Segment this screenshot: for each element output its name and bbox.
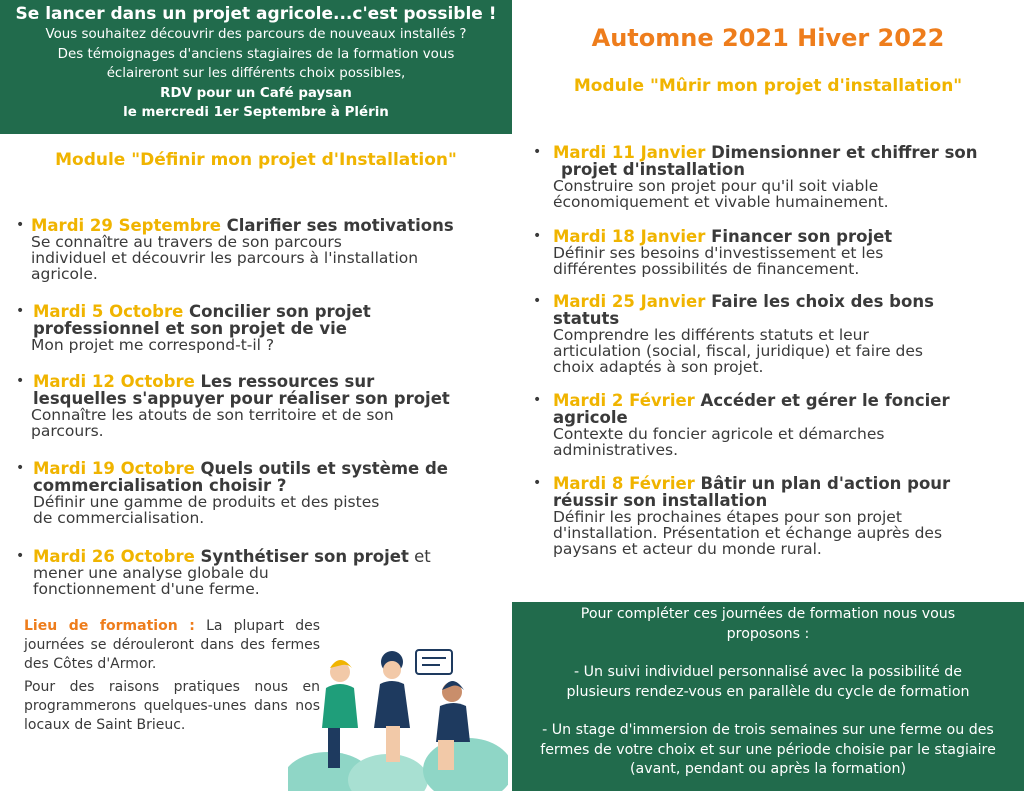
complement-item-2: - Un stage d'immersion de trois semaines sur une ferme ou des fermes de votre choix et sur une période choisie par le stagiaire (avant, pendant ou après la formation) (540, 722, 996, 777)
complement-banner (512, 602, 1024, 791)
session-desc-1: Définir ses besoins d'investissement et les (553, 244, 884, 262)
lieu-de-formation (24, 617, 320, 735)
bullet-icon: • (16, 548, 25, 564)
session-desc-1: Mon projet me correspond-t-il ? (31, 336, 275, 354)
session-desc-2: administratives. (553, 441, 678, 459)
session-right-3 (533, 293, 1018, 375)
session-date: Mardi 8 Février (553, 474, 695, 493)
session-title: Bâtir un plan d'action pour (700, 474, 951, 493)
bullet-icon: • (533, 293, 542, 309)
session-date: Mardi 25 Janvier (553, 292, 706, 311)
discussion-illustration (288, 640, 508, 791)
banner-line-1: Vous souhaitez découvrir des parcours de nouveaux installés ? (45, 27, 467, 42)
session-desc-2: économiquement et vivable humainement. (553, 193, 889, 211)
session-title-2: lesquelles s'appuyer pour réaliser son projet (33, 389, 450, 408)
session-title: Accéder et gérer le foncier (700, 391, 950, 410)
session-desc-1: Construire son projet pour qu'il soit viable (553, 177, 879, 195)
session-desc-2: différentes possibilités de financement. (553, 260, 860, 278)
session-date: Mardi 12 Octobre (33, 372, 195, 391)
session-date: Mardi 26 Octobre (33, 547, 195, 566)
session-desc-1: Définir une gamme de produits et des pistes (33, 493, 380, 511)
session-desc-2: parcours. (31, 422, 104, 440)
cafe-paysan-banner (0, 0, 512, 134)
session-right-4 (533, 392, 1018, 458)
person-middle-leg (386, 726, 400, 762)
session-left-5 (16, 548, 506, 597)
session-title-2: agricole (553, 408, 628, 427)
speech-bubble-icon (416, 650, 452, 674)
bullet-icon: • (16, 460, 25, 476)
session-desc-2: individuel et découvrir les parcours à l'installation (31, 249, 419, 267)
session-right-5 (533, 475, 1018, 557)
session-desc-3: paysans et acteur du monde rural. (553, 540, 822, 558)
session-desc-1: Connaître les atouts de son territoire et de son (31, 406, 394, 424)
session-title: Les ressources sur (200, 372, 375, 391)
person-right-leg (438, 740, 454, 770)
complement-item-1: - Un suivi individuel personnalisé avec la possibilité de plusieurs rendez-vous en parallèle du cycle de formation (566, 664, 970, 700)
seat-blob-right (423, 738, 508, 791)
lieu-text-1: La plupart des journées se dérouleront dans des fermes des Côtes d'Armor. (24, 618, 320, 672)
season-title: Automne 2021 Hiver 2022 (591, 24, 945, 52)
session-desc-1: Contexte du foncier agricole et démarches (553, 425, 885, 443)
session-left-1 (16, 217, 506, 282)
session-desc-1: Se connaître au travers de son parcours (31, 233, 342, 251)
session-date: Mardi 29 Septembre (31, 216, 221, 235)
person-middle-head (383, 661, 401, 679)
session-desc-3: agricole. (31, 265, 98, 283)
complement-intro: Pour compléter ces journées de formation nous vous proposons : (580, 606, 956, 642)
session-date: Mardi 5 Octobre (33, 302, 184, 321)
session-date: Mardi 11 Janvier (553, 143, 706, 162)
session-title-3: fonctionnement d'une ferme. (33, 580, 260, 598)
person-right-body (436, 703, 470, 742)
person-left-body (322, 684, 358, 728)
session-title: Synthétiser son projet (200, 547, 409, 566)
session-title-2: projet d'installation (561, 160, 745, 179)
banner-line-4: RDV pour un Café paysan (160, 85, 352, 101)
banner-line-3: éclaireront sur les différents choix possibles, (106, 66, 406, 81)
session-desc-3: choix adaptés à son projet. (553, 358, 764, 376)
session-title: Financer son projet (711, 227, 893, 246)
session-desc-2: articulation (social, fiscal, juridique) et faire des (553, 342, 924, 360)
session-date: Mardi 18 Janvier (553, 227, 706, 246)
session-title: Faire les choix des bons (711, 292, 934, 311)
session-right-1 (533, 144, 1018, 210)
bullet-icon: • (533, 475, 542, 491)
session-left-3 (16, 373, 506, 439)
banner-line-2: Des témoignages d'anciens stagiaires de la formation vous (57, 46, 455, 62)
session-title-2: professionnel et son projet de vie (33, 319, 347, 338)
session-title: Dimensionner et chiffrer son (711, 143, 978, 162)
bullet-icon: • (16, 217, 25, 233)
banner-line-5: le mercredi 1er Septembre à Plérin (123, 105, 389, 120)
bullet-icon: • (533, 144, 542, 160)
banner-headline: Se lancer dans un projet agricole...c'est possible ! (15, 4, 497, 24)
session-title: Clarifier ses motivations (226, 216, 454, 235)
session-left-4 (16, 460, 506, 526)
person-left-leg (328, 728, 340, 768)
lieu-label: Lieu de formation : (24, 618, 195, 634)
session-date: Mardi 19 Octobre (33, 459, 195, 478)
session-left-2 (16, 303, 506, 353)
session-title-2: commercialisation choisir ? (33, 476, 287, 495)
session-desc-1: Comprendre les différents statuts et leur (553, 326, 869, 344)
session-title-tail: et (408, 547, 431, 566)
session-desc-2: d'installation. Présentation et échange auprès des (553, 524, 943, 542)
module-left-title: Module "Définir mon projet d'Installation" (55, 150, 457, 170)
bullet-icon: • (533, 392, 542, 408)
person-middle-body (374, 681, 410, 728)
session-date: Mardi 2 Février (553, 391, 695, 410)
bullet-icon: • (16, 373, 25, 389)
lieu-text-2: Pour des raisons pratiques nous en programmerons quelques-unes dans nos locaux de Saint Brieuc. (24, 679, 320, 733)
session-title-2: statuts (553, 309, 620, 328)
bullet-icon: • (533, 228, 542, 244)
session-title: Quels outils et système de (200, 459, 448, 478)
bullet-icon: • (16, 303, 25, 319)
session-title: Concilier son projet (189, 302, 371, 321)
session-desc-1: Définir les prochaines étapes pour son projet (553, 508, 902, 526)
module-right-title: Module "Mûrir mon projet d'installation" (573, 76, 963, 96)
session-desc-2: de commercialisation. (33, 509, 205, 527)
session-title-2: réussir son installation (553, 491, 768, 510)
session-right-2 (533, 228, 1018, 277)
session-title-2: mener une analyse globale du (33, 564, 269, 582)
